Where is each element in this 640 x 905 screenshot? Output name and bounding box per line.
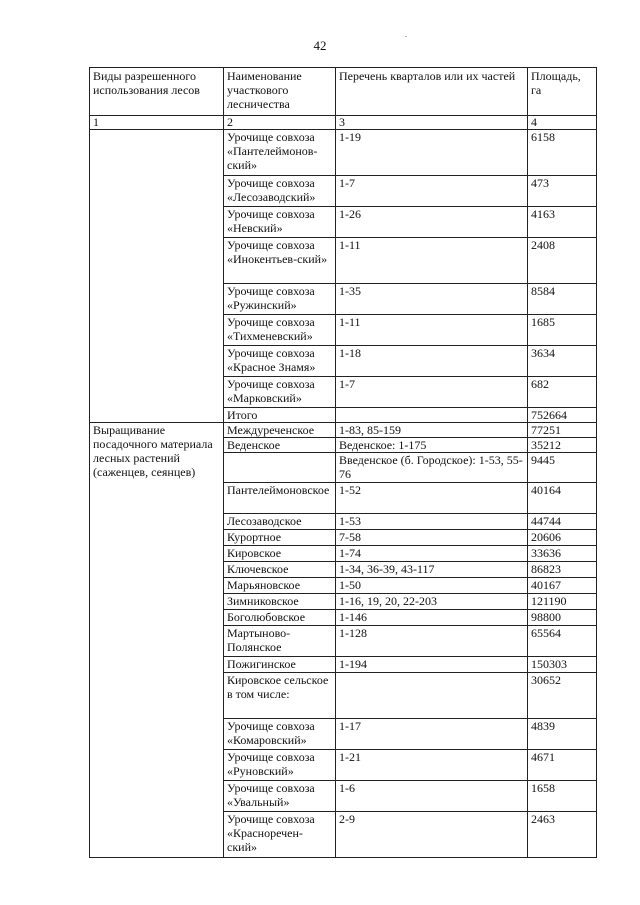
forestry-name-cell: Урочище совхоза «Красноречен-ский» [224,812,336,858]
forestry-name-cell: Урочище совхоза «Красное Знамя» [224,346,336,377]
forestry-name-cell: Пантелеймоновское [224,483,336,514]
column-number: 2 [224,116,336,130]
forestry-name-cell: Урочище совхоза «Инокентьев-ский» [224,238,336,284]
area-cell: 4163 [528,207,597,238]
quarters-cell: 1-21 [336,750,528,781]
forestry-name-cell: Урочище совхоза «Ружинский» [224,284,336,315]
forestry-name-cell: Урочище совхоза «Лесозаводский» [224,176,336,207]
quarters-cell: 1-35 [336,284,528,315]
forestry-name-cell: Урочище совхоза «Тихменевский» [224,315,336,346]
forestry-name-cell: Зимниковское [224,594,336,610]
area-cell: 40167 [528,578,597,594]
quarters-cell: 1-83, 85-159 [336,423,528,438]
area-cell: 682 [528,377,597,408]
forestry-name-cell: Урочище совхоза «Пантелеймонов-ский» [224,130,336,176]
area-cell: 65564 [528,626,597,657]
forestry-name-cell: Кировское сельское в том числе: [224,673,336,719]
forestry-name-cell: Кировское [224,546,336,562]
table-row [90,423,597,438]
forestry-name-cell: Боголюбовское [224,610,336,626]
quarters-cell: Введенское (б. Городское): 1-53, 55-76 [336,453,528,483]
use-type-cell [90,130,224,423]
quarters-cell: 1-17 [336,719,528,750]
quarters-cell: 1-19 [336,130,528,176]
area-cell: 4839 [528,719,597,750]
forestry-name-cell: Ключевское [224,562,336,578]
area-cell: 33636 [528,546,597,562]
header-use-type: Виды разрешенного использования лесов [90,68,224,116]
quarters-cell: 1-26 [336,207,528,238]
area-cell: 98800 [528,610,597,626]
area-cell: 86823 [528,562,597,578]
area-cell: 30652 [528,673,597,719]
header-forestry-name: Наименование участкового лесничества [224,68,336,116]
quarters-cell: 1-50 [336,578,528,594]
quarters-cell: 1-18 [336,346,528,377]
quarters-cell: 1-146 [336,610,528,626]
area-cell: 9445 [528,453,597,483]
quarters-cell: 1-52 [336,483,528,514]
forestry-name-cell: Мартыново-Полянское [224,626,336,657]
forestry-name-cell: Урочище совхоза «Увальный» [224,781,336,812]
quarters-cell: 1-128 [336,626,528,657]
area-cell: 1658 [528,781,597,812]
area-cell: 473 [528,176,597,207]
quarters-cell: 1-6 [336,781,528,812]
area-cell: 40164 [528,483,597,514]
page-number: 42 [313,38,327,53]
forestry-name-cell: Урочище совхоза «Комаровский» [224,719,336,750]
area-cell: 77251 [528,423,597,438]
table-row [90,130,597,176]
area-cell: 8584 [528,284,597,315]
column-number-row [90,116,597,130]
quarters-cell [336,673,528,719]
forestry-name-cell: Итого [224,408,336,423]
quarters-cell: 1-11 [336,238,528,284]
forestry-name-cell: Урочище совхоза «Руновский» [224,750,336,781]
forestry-name-cell: Урочище совхоза «Невский» [224,207,336,238]
area-cell: 150303 [528,657,597,673]
forestry-name-cell: Марьяновское [224,578,336,594]
area-cell: 121190 [528,594,597,610]
area-cell: 752664 [528,408,597,423]
forestry-name-cell: Курортное [224,530,336,546]
quarters-cell: 2-9 [336,812,528,858]
forest-use-table [89,67,597,858]
quarters-cell: 1-74 [336,546,528,562]
area-cell: 4671 [528,750,597,781]
forestry-name-cell: Веденское [224,438,336,453]
area-cell: 44744 [528,514,597,530]
area-cell: 1685 [528,315,597,346]
area-cell: 35212 [528,438,597,453]
quarters-cell: 7-58 [336,530,528,546]
quarters-cell: 1-11 [336,315,528,346]
quarters-cell: 1-16, 19, 20, 22-203 [336,594,528,610]
forestry-name-cell: Пожигинское [224,657,336,673]
area-cell: 3634 [528,346,597,377]
column-number: 3 [336,116,528,130]
area-cell: 2408 [528,238,597,284]
header-quarters: Перечень кварталов или их частей [336,68,528,116]
quarters-cell: 1-34, 36-39, 43-117 [336,562,528,578]
header-area: Площадь, га [528,68,597,116]
quarters-cell [336,408,528,423]
use-type-cell: Выращивание посадочного материала лесных растений (саженцев, сеянцев) [90,423,224,858]
forestry-name-cell: Лесозаводское [224,514,336,530]
page-mark: . [405,30,407,39]
quarters-cell: 1-53 [336,514,528,530]
column-number: 4 [528,116,597,130]
quarters-cell: Веденское: 1-175 [336,438,528,453]
column-number: 1 [90,116,224,130]
quarters-cell: 1-7 [336,176,528,207]
quarters-cell: 1-194 [336,657,528,673]
area-cell: 20606 [528,530,597,546]
area-cell: 2463 [528,812,597,858]
quarters-cell: 1-7 [336,377,528,408]
forestry-name-cell: Междуреченское [224,423,336,438]
area-cell: 6158 [528,130,597,176]
forestry-name-cell: Урочище совхоза «Марковский» [224,377,336,408]
table-header-row [90,68,597,116]
forestry-name-cell [224,453,336,483]
